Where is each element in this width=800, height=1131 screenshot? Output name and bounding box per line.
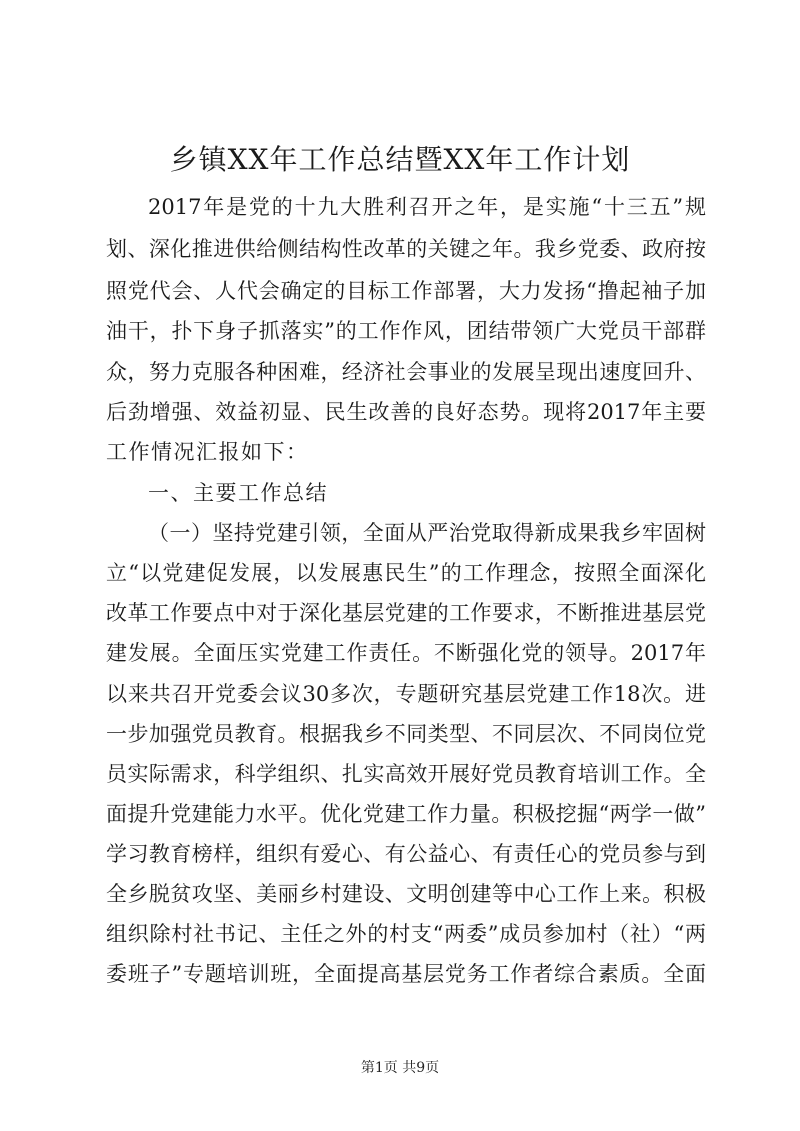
paragraph-line: 后劲增强、效益初显、民生改善的良好态势。现将2017年主要 [106,400,706,424]
paragraph-line: 面提升党建能力水平。优化党建工作力量。积极挖掘“两学一做” [106,802,706,826]
paragraph-line: 工作情况汇报如下： [106,440,309,464]
paragraph-line: （一）坚持党建引领，全面从严治党取得新成果我乡牢固树 [148,521,706,545]
paragraph-line: 建发展。全面压实党建工作责任。不断强化党的领导。2017年 [106,641,706,665]
paragraph-line: 众，努力克服各种困难，经济社会事业的发展呈现出速度回升、 [106,360,706,384]
paragraph-line: 学习教育榜样，组织有爱心、有公益心、有责任心的党员参与到 [106,842,706,866]
paragraph-line: 划、深化推进供给侧结构性改革的关键之年。我乡党委、政府按 [106,237,706,261]
paragraph-line: 委班子”专题培训班，全面提高基层党务工作者综合素质。全面 [106,962,706,986]
document-title: 乡镇XX年工作总结暨XX年工作计划 [169,143,631,176]
paragraph-line: 2017年是党的十九大胜利召开之年，是实施“十三五”规 [148,195,706,219]
paragraph-line: 组织除村社书记、主任之外的村支“两委”成员参加村（社）“两 [106,922,706,946]
paragraph-line: 以来共召开党委会议30多次，专题研究基层党建工作18次。进 [106,682,706,706]
paragraph-line: 员实际需求，科学组织、扎实高效开展好党员教育培训工作。全 [106,762,706,786]
paragraph-line: 一步加强党员教育。根据我乡不同类型、不同层次、不同岗位党 [106,722,706,746]
paragraph-line: 改革工作要点中对于深化基层党建的工作要求，不断推进基层党 [106,601,706,625]
paragraph-line: 油干，扑下身子抓落实”的工作作风，团结带领广大党员干部群 [106,319,706,343]
paragraph-line: 照党代会、人代会确定的目标工作部署，大力发扬“撸起袖子加 [106,279,706,303]
paragraph-line: 立“以党建促发展，以发展惠民生”的工作理念，按照全面深化 [106,561,706,585]
section-heading: 一、主要工作总结 [148,481,328,505]
paragraph-line: 全乡脱贫攻坚、美丽乡村建设、文明创建等中心工作上来。积极 [106,882,706,906]
page-number-footer: 第1页 共9页 [360,1060,440,1076]
